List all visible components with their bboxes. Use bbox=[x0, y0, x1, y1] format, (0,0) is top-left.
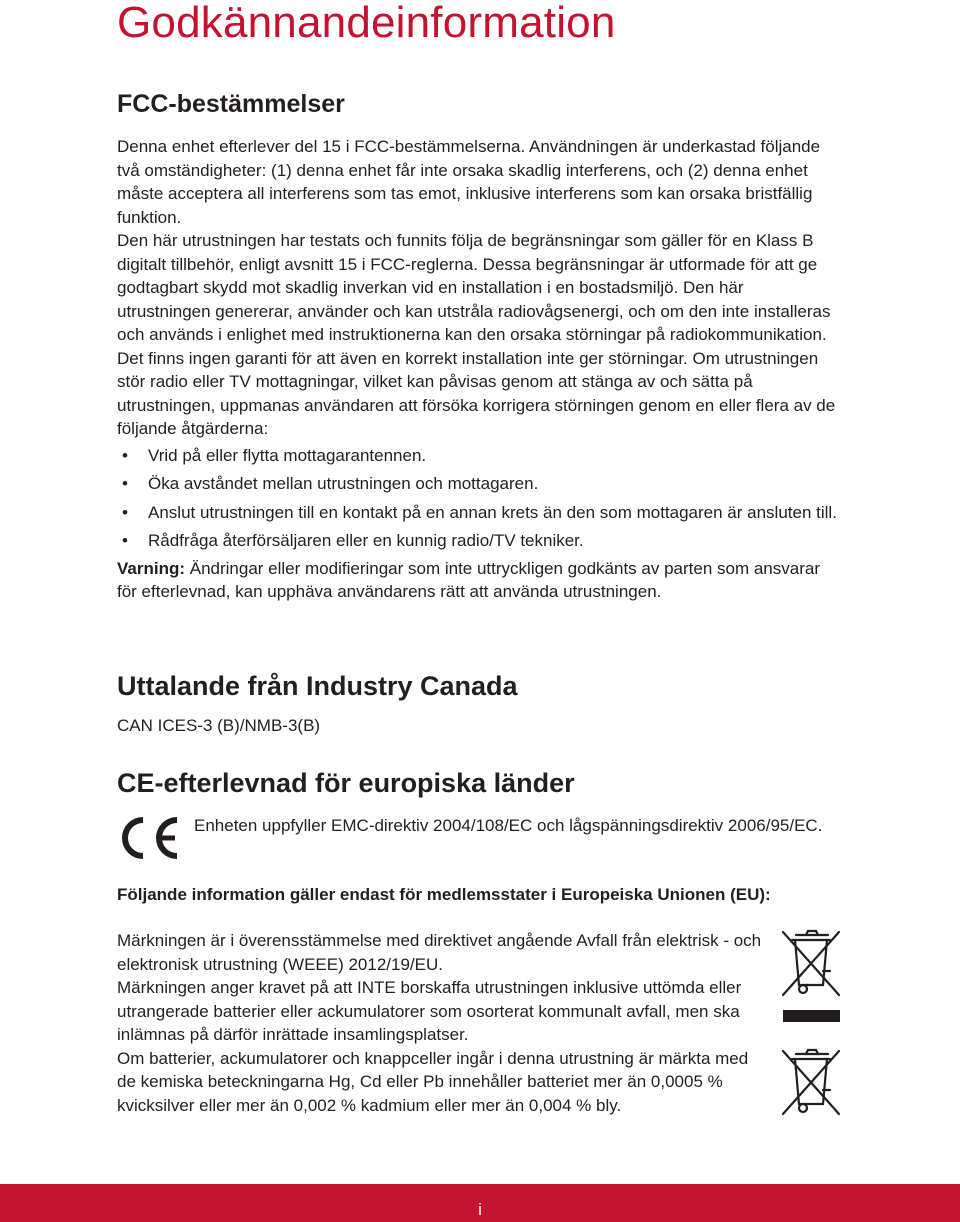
ce-text: Enheten uppfyller EMC-direktiv 2004/108/EC och lågspänningsdirektiv 2006/95/EC. bbox=[194, 816, 823, 835]
bullet-icon: • bbox=[122, 445, 128, 465]
ce-mark-icon bbox=[117, 814, 183, 862]
page-number: i bbox=[478, 1200, 482, 1219]
bullet-icon: • bbox=[122, 502, 128, 522]
list-item-text: Anslut utrustningen till en kontakt på en annan krets än den som mottagaren är ansluten till. bbox=[148, 502, 837, 522]
eu-section bbox=[117, 929, 767, 1117]
list-item bbox=[117, 444, 837, 468]
industry-canada-heading: Uttalande från Industry Canada bbox=[117, 671, 518, 701]
page-title: Godkännandeinformation bbox=[117, 0, 616, 47]
weee-underline-bar bbox=[783, 1010, 840, 1022]
fcc-measures-list bbox=[117, 444, 837, 553]
bullet-icon: • bbox=[122, 474, 128, 493]
list-item bbox=[117, 501, 837, 525]
fcc-section bbox=[117, 135, 837, 604]
crossed-out-wheelie-bin-icon bbox=[778, 927, 844, 999]
crossed-out-wheelie-bin-icon bbox=[778, 1046, 844, 1118]
warning-label: Varning: bbox=[117, 558, 186, 578]
eu-paragraph-3: Om batterier, ackumulatorer och knappceller ingår i denna utrustning är märkta med de kemiska beteckningarna Hg, Cd eller Pb innehåller batteriet mer än 0,0005 % kvicksilver eller mer än 0,002 % kadmium eller mer än 0,004 % bly. bbox=[117, 1048, 749, 1115]
fcc-paragraph-2: Den här utrustningen har testats och funnits följa de begränsningar som gäller för en Klass B digitalt tillbehör, enligt avsnitt 15 i FCC-reglerna. Dessa begränsningar är utformade för att ge godtagbart skydd mot skadlig inverkan vid en installation i en bostadsmiljö. Den här utrustningen genererar, använder och kan utstråla radiovågsenergi, och om den inte installeras och används i enlighet med instruktionerna kan den orsaka störningar på radiokommunikation. Det finns ingen garanti för att även en korrekt installation inte ger störningar. Om utrustningen stör radio eller TV mottagningar, vilket kan påvisas genom att stänga av och sätta på utrustningen, uppmanas användaren att försöka korrigera störningen genom en eller flera av de följande åtgärderna: bbox=[117, 231, 836, 438]
eu-paragraph-1: Märkningen är i överensstämmelse med direktivet angående Avfall från elektrisk - och elektronisk utrustning (WEEE) 2012/19/EU. bbox=[117, 931, 762, 974]
eu-paragraph-2: Märkningen anger kravet på att INTE borskaffa utrustningen inklusive uttömda eller utrangerade batterier eller ackumulatorer som osorterat kommunalt avfall, men ska inlämnas på därför inrättade insamlingsplatser. bbox=[117, 978, 742, 1044]
fcc-heading: FCC-bestämmelser bbox=[117, 90, 345, 118]
fcc-paragraph-1: Denna enhet efterlever del 15 i FCC-bestämmelserna. Användningen är underkastad följande två omständigheter: (1) denna enhet får inte orsaka skadlig interferens, och (2) denna enhet måste acceptera all interferens som tas emot, inklusive interferens som kan orsaka bristfällig funktion. bbox=[117, 137, 821, 227]
list-item-text: Rådfråga återförsäljaren eller en kunnig radio/TV tekniker. bbox=[148, 531, 584, 550]
ce-heading: CE-efterlevnad för europiska länder bbox=[117, 768, 575, 798]
list-item bbox=[117, 529, 837, 553]
eu-heading: Följande information gäller endast för medlemsstater i Europeiska Unionen (EU): bbox=[117, 885, 771, 904]
list-item-text: Öka avståndet mellan utrustningen och mottagaren. bbox=[148, 474, 539, 493]
warning-text: Ändringar eller modifieringar som inte uttryckligen godkänts av parten som ansvarar för efterlevnad, kan upphäva användarens rätt att använda utrustningen. bbox=[117, 558, 820, 601]
fcc-warning bbox=[117, 557, 837, 604]
list-item bbox=[117, 472, 837, 496]
list-item-text: Vrid på eller flytta mottagarantennen. bbox=[148, 445, 427, 465]
industry-canada-text: CAN ICES-3 (B)/NMB-3(B) bbox=[117, 716, 321, 735]
footer-bar bbox=[0, 1184, 960, 1222]
bullet-icon: • bbox=[122, 531, 128, 550]
